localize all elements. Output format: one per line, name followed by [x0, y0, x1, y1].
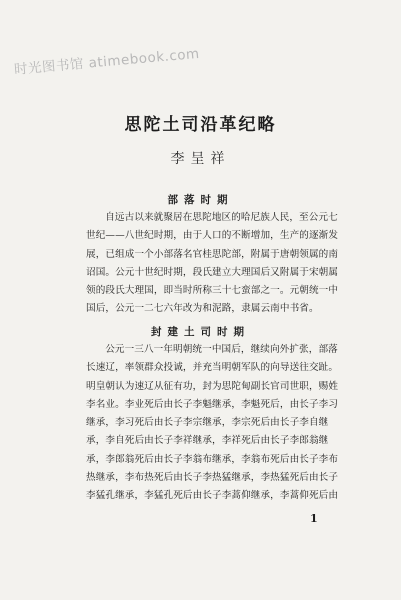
- text-line: 长速辽，率领群众投诚，并充当明朝军队的向导送往交趾。: [86, 362, 339, 374]
- text-line: 公元一三八一年明朝统一中国后，继续向外扩张，部落: [105, 344, 338, 355]
- text-line: 诏国。公元十世纪时期，段氏建立大理国后又附属于宋朝属: [86, 266, 339, 278]
- author-name: 李呈祥: [170, 151, 231, 167]
- text-line: 承，李自死后由长子李祥继承，李祥死后由长子李郎翁继: [86, 435, 329, 447]
- text-line: 国后，公元一二七六年改为和泥路，隶属云南中书省。: [86, 303, 319, 315]
- text-line: 世纪——八世纪时期，由于人口的不断增加，生产的逐渐发: [86, 230, 339, 242]
- text-line: 继承，李习死后由长子李宗继承，李宗死后由长子李自继: [86, 417, 329, 429]
- text-line: 展，已组成一个小部落名官桂思陀部，附属于唐朝领属的南: [86, 248, 339, 260]
- watermark: 时光图书馆 atimebook.com: [13, 45, 201, 78]
- section-heading-feudal-tusi-period: 封建土司时期: [151, 326, 250, 338]
- section-body-feudal-tusi-period: [86, 341, 371, 506]
- text-line: 李猛孔继承，李猛孔死后由长子李蒿仰继承，李蒿仰死后由: [86, 490, 339, 502]
- text-line: 领的段氏大理国，即当时所称三十七蛮部之一。元朝统一中: [86, 285, 339, 297]
- text-line: 自远古以来就聚居在思陀地区的哈尼族人民，至公元七: [105, 212, 338, 223]
- section-heading-tribal-period: 部落时期: [167, 194, 234, 206]
- text-line: 李名业。李业死后由长子李魁继承，李魁死后，由长子李习: [86, 398, 339, 410]
- text-line: 承，李郎翁死后由长子李翁布继承，李翁布死后由长子李布: [86, 453, 339, 465]
- text-line: 热继承，李布热死后由长子李热猛继承，李热猛死后由长子: [86, 472, 339, 484]
- section-body-tribal-period: [86, 209, 371, 319]
- page-number: 1: [310, 512, 318, 525]
- text-line: 明皇朝认为速辽从征有功，封为思陀甸副长官司世职，赐姓: [86, 380, 339, 392]
- page-title: 思陀土司沿革纪略: [124, 115, 277, 135]
